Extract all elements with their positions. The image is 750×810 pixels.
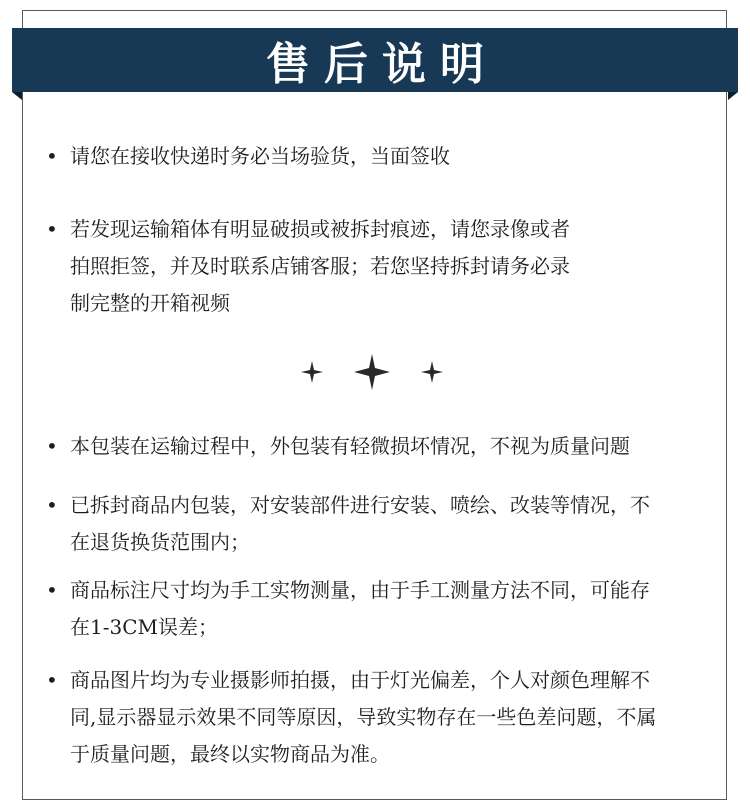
list-item — [46, 428, 696, 465]
bullet-icon: • — [46, 668, 58, 692]
bullet-icon: • — [46, 434, 58, 458]
sparkle-icon — [301, 361, 323, 383]
list-item — [46, 662, 696, 773]
page-title: 售后说明 — [266, 39, 498, 90]
list-item-text: 商品图片均为专业摄影师拍摄，由于灯光偏差，个人对颜色理解不 同,显示器显示效果不同等原因，导致实物存在一些色差问题，不属 于质量问题，最终以实物商品为准。 — [70, 668, 657, 766]
list-item — [46, 572, 696, 646]
sparkle-icon — [421, 361, 443, 383]
bullet-icon: • — [46, 493, 58, 517]
list-item-text: 若发现运输箱体有明显破损或被拆封痕迹，请您录像或者 拍照拒签，并及时联系店铺客服；若您坚持拆封请务必录 制完整的开箱视频 — [70, 217, 570, 315]
bullet-icon: • — [46, 217, 58, 241]
sparkle-icon — [354, 354, 390, 390]
list-item-text: 请您在接收快递时务必当场验货，当面签收 — [70, 144, 450, 168]
banner-fold-right — [728, 92, 738, 100]
list-item-text: 本包装在运输过程中，外包装有轻微损坏情况，不视为质量问题 — [70, 434, 630, 458]
bullet-icon: • — [46, 144, 58, 168]
list-item — [46, 138, 696, 175]
sparkle-divider — [296, 350, 456, 394]
banner-fold-left — [12, 92, 22, 100]
list-item — [46, 211, 696, 322]
title-banner — [12, 28, 738, 92]
list-item-text: 商品标注尺寸均为手工实物测量，由于手工测量方法不同，可能存 在1-3CM误差； — [70, 578, 650, 639]
bullet-icon: • — [46, 578, 58, 602]
list-item-text: 已拆封商品内包装，对安装部件进行安装、喷绘、改装等情况，不 在退货换货范围内； — [70, 493, 650, 554]
list-item — [46, 487, 696, 561]
